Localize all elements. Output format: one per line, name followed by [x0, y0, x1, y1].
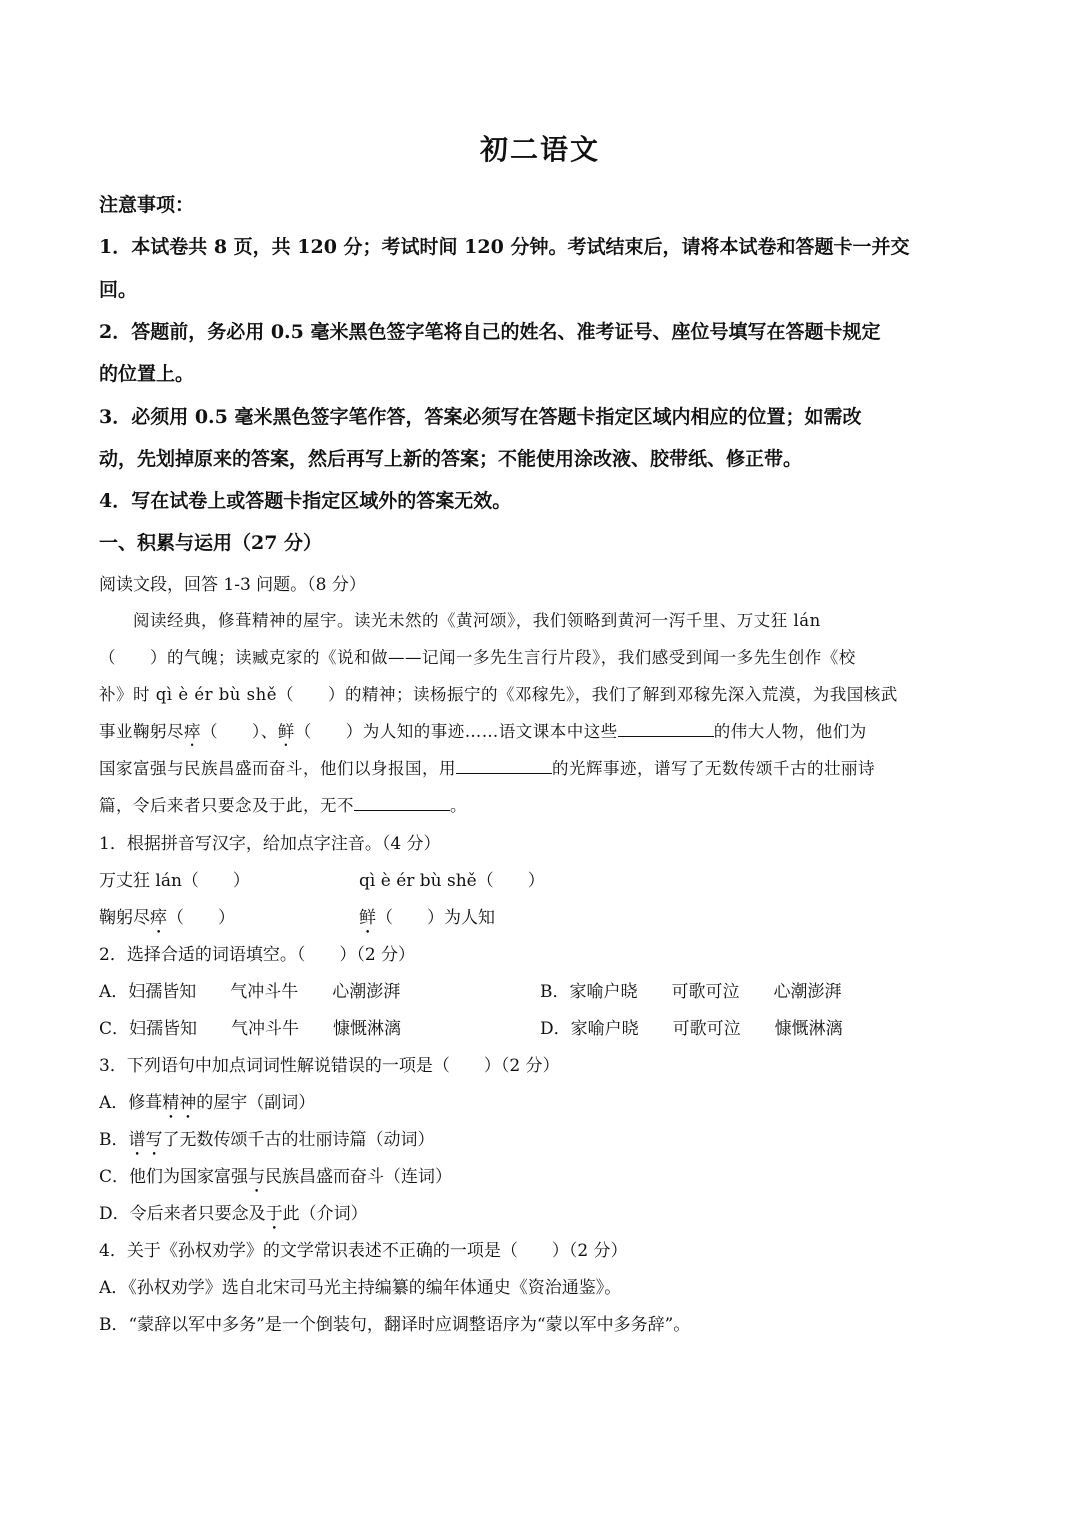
q1-item-a: 万丈狂 lán（ ） — [99, 871, 250, 891]
passage-text: 国家富强与民族昌盛而奋斗，他们以身报国，用 — [99, 759, 456, 778]
dotted-char: 瘁 — [150, 908, 167, 928]
dotted-word: 谱写 — [128, 1130, 163, 1150]
q1-item-b: qì è ér bù shě（ ） — [359, 871, 545, 891]
passage-line-4 — [99, 718, 983, 750]
passage-text: （ ）为人知的事迹……语文课本中这些 — [294, 722, 618, 741]
q3-option-a — [99, 1088, 983, 1123]
notice-item-3: 3．必须用 0.5 毫米黑色签字笔作答，答案必须写在答题卡指定区域内相应的位置；如需改 — [99, 406, 862, 428]
page-title: 初二语文 — [479, 133, 600, 166]
passage-text: 。 — [450, 796, 467, 815]
passage-line-5 — [99, 755, 983, 779]
passage-line-1: 阅读经典，修葺精神的屋宇。读光未然的《黄河颂》，我们领略到黄河一泻千里、万丈狂 lán — [99, 611, 821, 630]
notice-item-4: 4．写在试卷上或答题卡指定区域外的答案无效。 — [99, 490, 512, 512]
q3-text: A．修葺 — [99, 1093, 163, 1113]
q2-option-b: B．家喻户晓 可歌可泣 心潮澎湃 — [540, 982, 842, 1002]
q3-option-c — [99, 1162, 983, 1197]
q3-text: C．他们为国家富强 — [99, 1167, 249, 1187]
notice-heading: 注意事项： — [99, 194, 195, 216]
q4-option-b: B．“蒙辞以军中多务”是一个倒装句，翻译时应调整语序为“蒙以军中多务辞”。 — [99, 1315, 691, 1335]
passage-text: 的光辉事迹，谱写了无数传颂千古的壮丽诗 — [552, 759, 875, 778]
passage-text: 的伟大人物，他们为 — [713, 722, 867, 741]
passage-line-6 — [99, 792, 983, 816]
q1-text: 鞠躬尽 — [99, 908, 150, 928]
q3-text: 此（介词） — [282, 1204, 368, 1224]
q3-option-d — [99, 1199, 983, 1234]
q3-text: B． — [99, 1130, 129, 1150]
q2-option-a: A．妇孺皆知 气冲斗牛 心潮澎湃 — [99, 982, 401, 1002]
passage-text: 事业鞠躬尽 — [99, 722, 184, 741]
dotted-word: 精神 — [162, 1093, 197, 1113]
dotted-word: 与 — [248, 1167, 266, 1187]
reading-intro: 阅读文段，回答 1-3 问题。（8 分） — [99, 575, 366, 595]
passage-text: 篇，令后来者只要念及于此，无不 — [99, 796, 354, 815]
q3-option-b — [99, 1125, 983, 1160]
dotted-char: 鲜 — [277, 722, 295, 741]
q3-text: D．令后来者只要念及 — [99, 1204, 266, 1224]
q1-stem: 1．根据拼音写汉字，给加点字注音。（4 分） — [99, 834, 441, 854]
q1-text: （ ）为人知 — [376, 908, 495, 928]
q3-text: 了无数传颂千古的壮丽诗篇（动词） — [162, 1130, 435, 1150]
section-heading: 一、积累与运用（27 分） — [99, 532, 323, 554]
q3-text: 的屋宇（副词） — [196, 1093, 316, 1113]
q3-text: 民族昌盛而奋斗（连词） — [265, 1167, 453, 1187]
notice-item-1: 1．本试卷共 8 页，共 120 分；考试时间 120 分钟。考试结束后，请将本试卷和答题卡一并交 — [99, 236, 910, 258]
q3-stem: 3．下列语句中加点词词性解说错误的一项是（ ）（2 分） — [99, 1056, 560, 1076]
q4-stem: 4．关于《孙权劝学》的文学常识表述不正确的一项是（ ）（2 分） — [99, 1241, 628, 1261]
passage-text: （ ）、 — [201, 722, 278, 741]
dotted-char: 鲜 — [359, 908, 376, 928]
passage-line-3: 补》时 qì è ér bù shě（ ）的精神；读杨振宁的《邓稼先》，我们了解到邓稼先深入荒漠，为我国核武 — [99, 685, 898, 704]
notice-item-2-cont: 的位置上。 — [99, 363, 195, 385]
q1-text: （ ） — [167, 908, 235, 928]
fill-blank-3 — [354, 796, 450, 811]
q2-option-c: C．妇孺皆知 气冲斗牛 慷慨淋漓 — [99, 1019, 402, 1039]
notice-item-3-cont: 动，先划掉原来的答案，然后再写上新的答案；不能使用涂改液、胶带纸、修正带。 — [99, 448, 803, 470]
fill-blank-1 — [618, 722, 714, 737]
passage-line-2: （ ）的气魄；读臧克家的《说和做——记闻一多先生言行片段》，我们感受到闻一多先生创作《校 — [99, 648, 856, 667]
q4-option-a: A．《孙权劝学》选自北宋司马光主持编纂的编年体通史《资治通鉴》。 — [99, 1278, 622, 1298]
q1-item-d — [359, 903, 495, 938]
dotted-word: 于 — [265, 1204, 283, 1224]
dotted-char: 瘁 — [184, 722, 201, 741]
fill-blank-2 — [456, 759, 552, 774]
q2-stem: 2．选择合适的词语填空。（ ）（2 分） — [99, 945, 416, 965]
notice-item-2: 2．答题前，务必用 0.5 毫米黑色签字笔将自己的姓名、准考证号、座位号填写在答题卡规定 — [99, 321, 881, 343]
q2-option-d: D．家喻户晓 可歌可泣 慷慨淋漓 — [540, 1019, 843, 1039]
notice-item-1-cont: 回。 — [99, 279, 138, 301]
q1-item-c — [99, 903, 235, 938]
